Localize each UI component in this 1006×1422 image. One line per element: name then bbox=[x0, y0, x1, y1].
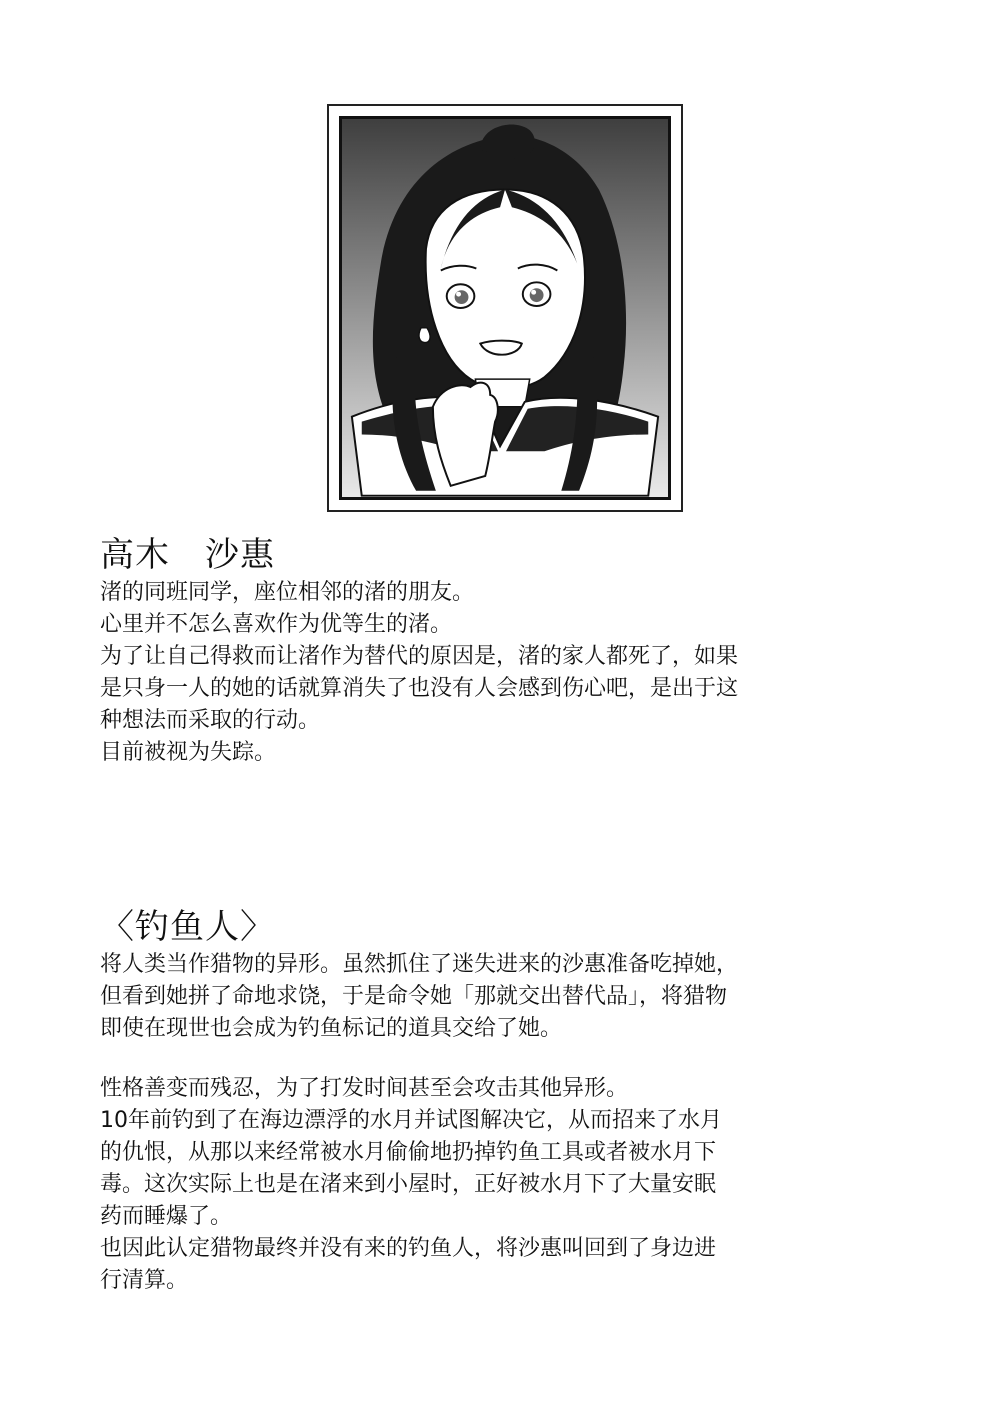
creature-section bbox=[100, 905, 880, 1297]
creature-desc2-line: 也因此认定猎物最终并没有来的钓鱼人，将沙惠叫回到了身边进 bbox=[100, 1236, 717, 1261]
character-portrait-frame bbox=[327, 104, 683, 512]
creature-desc2-line: 性格善变而残忍，为了打发时间甚至会攻击其他异形。 bbox=[100, 1076, 629, 1101]
creature-desc2-line: 药而睡爆了。 bbox=[100, 1204, 233, 1229]
character-section bbox=[100, 533, 880, 769]
creature-desc2-line: 10年前钓到了在海边漂浮的水月并试图解决它，从而招来了水月 bbox=[100, 1108, 722, 1133]
creature-name: 〈钓鱼人〉 bbox=[100, 907, 275, 947]
character-name: 高木 沙惠 bbox=[100, 535, 275, 575]
character-desc-line: 是只身一人的她的话就算消失了也没有人会感到伤心吧，是出于这 bbox=[100, 676, 739, 701]
creature-desc-line: 将人类当作猎物的异形。虽然抓住了迷失进来的沙惠准备吃掉她， bbox=[100, 952, 739, 977]
paragraph-gap bbox=[100, 1045, 880, 1073]
character-desc-line: 为了让自己得救而让渚作为替代的原因是，渚的家人都死了，如果 bbox=[100, 644, 739, 669]
character-desc-line: 心里并不怎么喜欢作为优等生的渚。 bbox=[100, 612, 453, 637]
creature-desc-line: 但看到她拼了命地求饶，于是命令她「那就交出替代品」，将猎物 bbox=[100, 984, 728, 1009]
creature-desc2-line: 的仇恨，从那以来经常被水月偷偷地扔掉钓鱼工具或者被水月下 bbox=[100, 1140, 717, 1165]
character-portrait bbox=[339, 116, 671, 500]
creature-desc2-line: 毒。这次实际上也是在渚来到小屋时，正好被水月下了大量安眠 bbox=[100, 1172, 717, 1197]
character-desc-line: 目前被视为失踪。 bbox=[100, 740, 277, 765]
creature-desc-line: 即使在现世也会成为钓鱼标记的道具交给了她。 bbox=[100, 1016, 563, 1041]
character-desc-line: 种想法而采取的行动。 bbox=[100, 708, 321, 733]
character-desc-line: 渚的同班同学，座位相邻的渚的朋友。 bbox=[100, 580, 475, 605]
creature-desc2-line: 行清算。 bbox=[100, 1268, 189, 1293]
portrait-illustration bbox=[342, 119, 668, 497]
